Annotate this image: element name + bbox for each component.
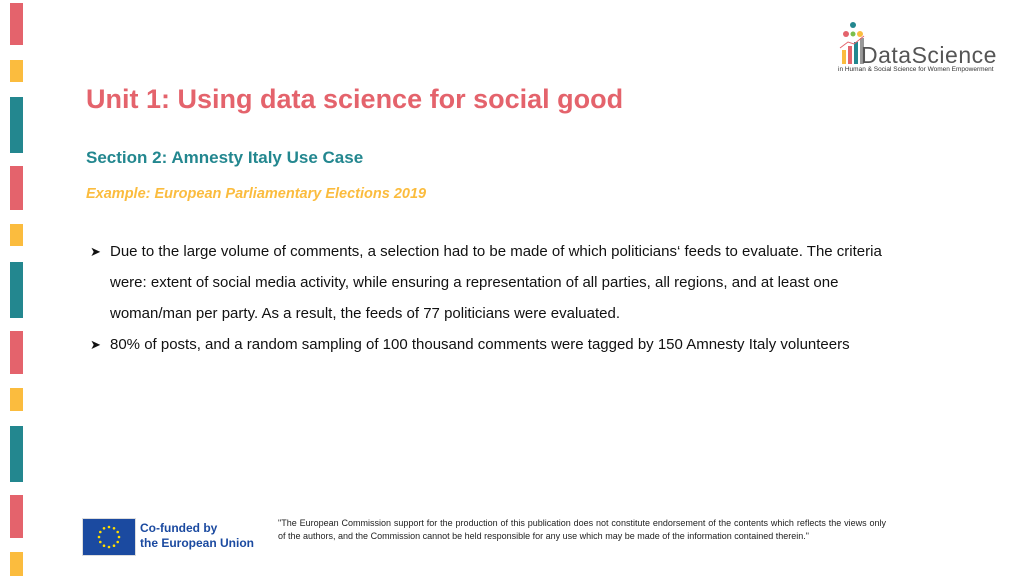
side-bar [10, 262, 23, 318]
eu-label-line: Co-funded by [140, 521, 218, 535]
list-item [90, 236, 890, 329]
section-heading: Section 2: Amnesty Italy Use Case [86, 148, 364, 167]
eu-label-line: the European Union [140, 536, 254, 550]
side-bar [10, 495, 23, 538]
side-bar [10, 97, 23, 153]
side-bar [10, 60, 23, 82]
list-item [90, 329, 890, 360]
side-bar [10, 331, 23, 374]
bullet-text: 80% of posts, and a random sampling of 100 thousand comments were tagged by 150 Amnesty Italy volunteers [110, 336, 850, 353]
page-title: Unit 1: Using data science for social good [86, 84, 624, 114]
datascience-logo [836, 20, 1006, 78]
bullet-list [90, 236, 890, 360]
side-bar [10, 224, 23, 246]
side-bar [10, 552, 23, 576]
example-subheading: Example: European Parliamentary Elections 2019 [86, 186, 427, 202]
disclaimer-text: "The European Commission support for the production of this publication does not constitute endorsement of the contents which reflects the views only of the authors, and the Commission cannot be held responsible for any use which may be made of the information contained therein." [278, 518, 886, 541]
bullet-text: Due to the large volume of comments, a selection had to be made of which politicians‘ feeds to evaluate. The criteria were: extent of social media activity, while ensuring a representation of all parties, all regions, and at least one woman/man per party. As a result, the feeds of 77 politicians were evaluated. [110, 243, 882, 322]
eu-stars-icon [83, 519, 135, 555]
side-bar [10, 166, 23, 210]
eu-flag-icon [82, 518, 136, 556]
side-bar [10, 388, 23, 411]
arrow-bullet-icon: ➤ [90, 337, 101, 352]
side-bar [10, 3, 23, 45]
logo-subtitle: in Human & Social Science for Women Empowerment [838, 66, 994, 73]
arrow-bullet-icon: ➤ [90, 244, 101, 259]
eu-cofunded-label [140, 521, 254, 551]
side-bar [10, 426, 23, 482]
logo-wordmark: DataScience [861, 42, 997, 68]
